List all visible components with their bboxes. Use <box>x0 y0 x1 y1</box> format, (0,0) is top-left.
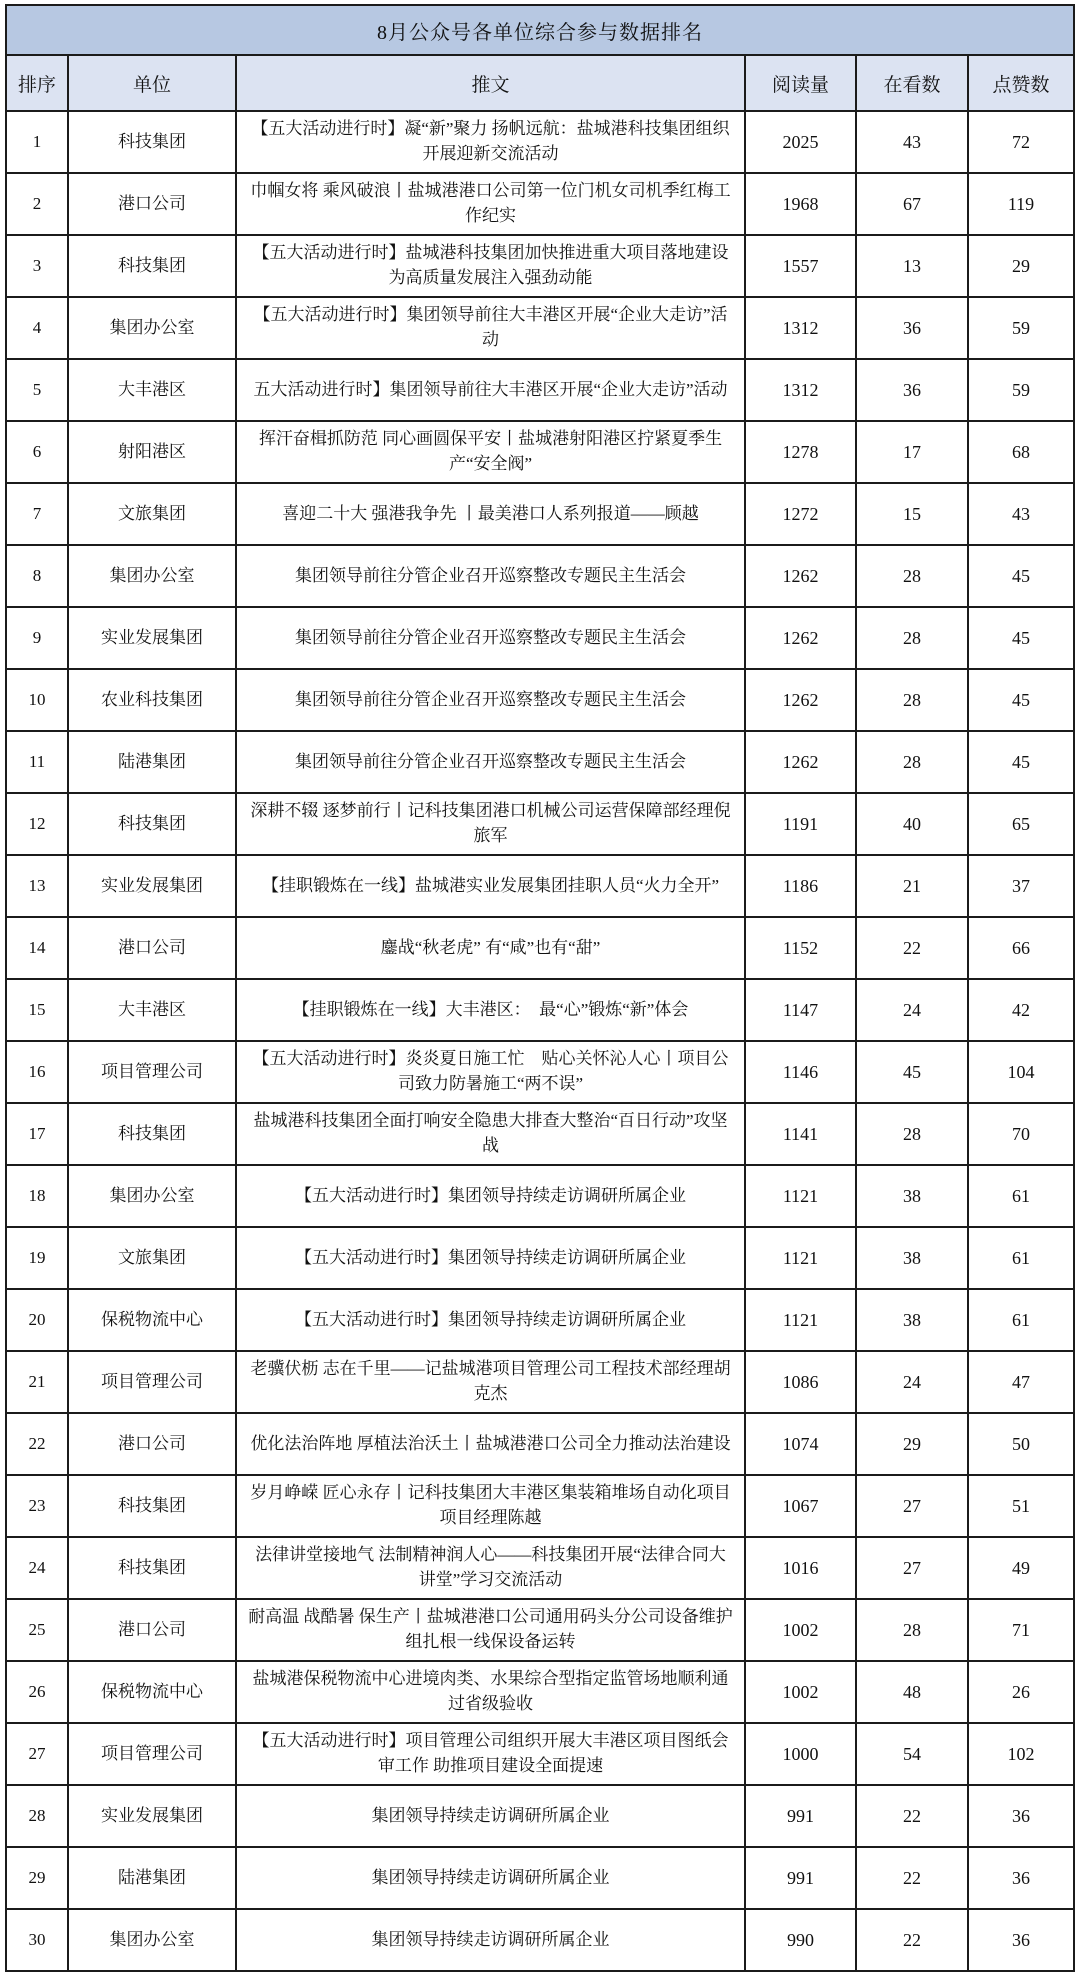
table-row <box>6 1289 1074 1351</box>
unit-cell: 保税物流中心 <box>68 1661 236 1723</box>
rank-cell: 7 <box>6 483 68 545</box>
table-row <box>6 793 1074 855</box>
watch-cell: 38 <box>856 1289 968 1351</box>
unit-cell: 大丰港区 <box>68 359 236 421</box>
article-cell: 深耕不辍 逐梦前行丨记科技集团港口机械公司运营保障部经理倪旅军 <box>236 793 745 855</box>
article-cell: 【挂职锻炼在一线】盐城港实业发展集团挂职人员“火力全开” <box>236 855 745 917</box>
table-row <box>6 1227 1074 1289</box>
watch-cell: 29 <box>856 1413 968 1475</box>
article-cell: 集团领导前往分管企业召开巡察整改专题民主生活会 <box>236 545 745 607</box>
article-cell: 优化法治阵地 厚植法治沃土丨盐城港港口公司全力推动法治建设 <box>236 1413 745 1475</box>
table-row <box>6 855 1074 917</box>
article-cell: 岁月峥嵘 匠心永存丨记科技集团大丰港区集装箱堆场自动化项目项目经理陈越 <box>236 1475 745 1537</box>
table-row <box>6 545 1074 607</box>
reads-cell: 1262 <box>745 731 856 793</box>
article-cell: 集团领导持续走访调研所属企业 <box>236 1785 745 1847</box>
likes-cell: 51 <box>968 1475 1074 1537</box>
table-row <box>6 1661 1074 1723</box>
reads-cell: 1146 <box>745 1041 856 1103</box>
likes-cell: 36 <box>968 1847 1074 1909</box>
watch-cell: 36 <box>856 297 968 359</box>
rank-cell: 19 <box>6 1227 68 1289</box>
table-row <box>6 173 1074 235</box>
likes-cell: 36 <box>968 1785 1074 1847</box>
reads-cell: 1002 <box>745 1599 856 1661</box>
rank-cell: 5 <box>6 359 68 421</box>
unit-cell: 集团办公室 <box>68 1165 236 1227</box>
table-row <box>6 979 1074 1041</box>
likes-cell: 45 <box>968 669 1074 731</box>
reads-cell: 1278 <box>745 421 856 483</box>
article-cell: 【五大活动进行时】炎炎夏日施工忙 贴心关怀沁人心丨项目公司致力防暑施工“两不误” <box>236 1041 745 1103</box>
table-body <box>6 111 1074 1971</box>
likes-cell: 65 <box>968 793 1074 855</box>
reads-cell: 991 <box>745 1785 856 1847</box>
rank-cell: 11 <box>6 731 68 793</box>
article-cell: 集团领导前往分管企业召开巡察整改专题民主生活会 <box>236 607 745 669</box>
table-row <box>6 421 1074 483</box>
unit-cell: 文旅集团 <box>68 483 236 545</box>
reads-cell: 1262 <box>745 607 856 669</box>
table-row <box>6 917 1074 979</box>
rank-cell: 9 <box>6 607 68 669</box>
rank-cell: 26 <box>6 1661 68 1723</box>
watch-cell: 28 <box>856 669 968 731</box>
reads-cell: 1016 <box>745 1537 856 1599</box>
unit-cell: 实业发展集团 <box>68 1785 236 1847</box>
watch-cell: 27 <box>856 1537 968 1599</box>
reads-cell: 1000 <box>745 1723 856 1785</box>
likes-cell: 29 <box>968 235 1074 297</box>
reads-cell: 1262 <box>745 669 856 731</box>
table-row <box>6 1847 1074 1909</box>
rank-cell: 17 <box>6 1103 68 1165</box>
likes-cell: 104 <box>968 1041 1074 1103</box>
unit-cell: 港口公司 <box>68 173 236 235</box>
article-cell: 集团领导持续走访调研所属企业 <box>236 1847 745 1909</box>
rank-cell: 23 <box>6 1475 68 1537</box>
reads-cell: 1121 <box>745 1289 856 1351</box>
reads-cell: 1147 <box>745 979 856 1041</box>
watch-cell: 27 <box>856 1475 968 1537</box>
unit-cell: 项目管理公司 <box>68 1351 236 1413</box>
reads-cell: 1067 <box>745 1475 856 1537</box>
watch-cell: 28 <box>856 1599 968 1661</box>
table-row <box>6 235 1074 297</box>
article-cell: 集团领导持续走访调研所属企业 <box>236 1909 745 1971</box>
table-row <box>6 1723 1074 1785</box>
likes-cell: 61 <box>968 1227 1074 1289</box>
likes-cell: 45 <box>968 731 1074 793</box>
likes-cell: 72 <box>968 111 1074 173</box>
watch-cell: 24 <box>856 1351 968 1413</box>
table-row <box>6 1785 1074 1847</box>
article-cell: 耐高温 战酷暑 保生产丨盐城港港口公司通用码头分公司设备维护组扎根一线保设备运转 <box>236 1599 745 1661</box>
rank-cell: 4 <box>6 297 68 359</box>
reads-cell: 1186 <box>745 855 856 917</box>
reads-cell: 1191 <box>745 793 856 855</box>
reads-cell: 1074 <box>745 1413 856 1475</box>
unit-cell: 科技集团 <box>68 793 236 855</box>
reads-cell: 990 <box>745 1909 856 1971</box>
article-cell: 老骥伏枥 志在千里——记盐城港项目管理公司工程技术部经理胡克杰 <box>236 1351 745 1413</box>
table-row <box>6 1351 1074 1413</box>
reads-cell: 1262 <box>745 545 856 607</box>
unit-cell: 文旅集团 <box>68 1227 236 1289</box>
table-row <box>6 1165 1074 1227</box>
table-row <box>6 359 1074 421</box>
watch-cell: 22 <box>856 917 968 979</box>
article-cell: 挥汗奋楫抓防范 同心画圆保平安丨盐城港射阳港区拧紧夏季生产“安全阀” <box>236 421 745 483</box>
watch-cell: 17 <box>856 421 968 483</box>
unit-cell: 实业发展集团 <box>68 855 236 917</box>
likes-cell: 47 <box>968 1351 1074 1413</box>
table-row <box>6 1599 1074 1661</box>
likes-cell: 49 <box>968 1537 1074 1599</box>
watch-cell: 28 <box>856 731 968 793</box>
table-row <box>6 1413 1074 1475</box>
watch-cell: 28 <box>856 545 968 607</box>
article-cell: 【五大活动进行时】集团领导持续走访调研所属企业 <box>236 1289 745 1351</box>
unit-cell: 集团办公室 <box>68 545 236 607</box>
reads-cell: 1086 <box>745 1351 856 1413</box>
article-cell: 鏖战“秋老虎” 有“咸”也有“甜” <box>236 917 745 979</box>
article-cell: 【五大活动进行时】凝“新”聚力 扬帆远航：盐城港科技集团组织开展迎新交流活动 <box>236 111 745 173</box>
ranking-table <box>5 4 1075 1972</box>
article-cell: 【五大活动进行时】集团领导前往大丰港区开展“企业大走访”活动 <box>236 297 745 359</box>
rank-cell: 22 <box>6 1413 68 1475</box>
col-header-watch: 在看数 <box>856 55 968 111</box>
table-row <box>6 1909 1074 1971</box>
likes-cell: 45 <box>968 545 1074 607</box>
watch-cell: 22 <box>856 1847 968 1909</box>
table-row <box>6 1041 1074 1103</box>
unit-cell: 陆港集团 <box>68 731 236 793</box>
unit-cell: 集团办公室 <box>68 297 236 359</box>
likes-cell: 43 <box>968 483 1074 545</box>
table-row <box>6 607 1074 669</box>
rank-cell: 29 <box>6 1847 68 1909</box>
reads-cell: 991 <box>745 1847 856 1909</box>
watch-cell: 24 <box>856 979 968 1041</box>
article-cell: 【五大活动进行时】集团领导持续走访调研所属企业 <box>236 1165 745 1227</box>
reads-cell: 1968 <box>745 173 856 235</box>
table-row <box>6 1537 1074 1599</box>
unit-cell: 项目管理公司 <box>68 1041 236 1103</box>
reads-cell: 1557 <box>745 235 856 297</box>
article-cell: 【挂职锻炼在一线】大丰港区： 最“心”锻炼“新”体会 <box>236 979 745 1041</box>
unit-cell: 农业科技集团 <box>68 669 236 731</box>
likes-cell: 50 <box>968 1413 1074 1475</box>
table-row <box>6 111 1074 173</box>
table-row <box>6 731 1074 793</box>
rank-cell: 10 <box>6 669 68 731</box>
article-cell: 喜迎二十大 强港我争先 丨最美港口人系列报道——顾越 <box>236 483 745 545</box>
watch-cell: 22 <box>856 1785 968 1847</box>
likes-cell: 45 <box>968 607 1074 669</box>
unit-cell: 科技集团 <box>68 1475 236 1537</box>
article-cell: 法律讲堂接地气 法制精神润人心——科技集团开展“法律合同大讲堂”学习交流活动 <box>236 1537 745 1599</box>
col-header-article: 推文 <box>236 55 745 111</box>
likes-cell: 66 <box>968 917 1074 979</box>
rank-cell: 2 <box>6 173 68 235</box>
reads-cell: 1121 <box>745 1165 856 1227</box>
unit-cell: 实业发展集团 <box>68 607 236 669</box>
rank-cell: 13 <box>6 855 68 917</box>
rank-cell: 14 <box>6 917 68 979</box>
unit-cell: 港口公司 <box>68 917 236 979</box>
likes-cell: 36 <box>968 1909 1074 1971</box>
reads-cell: 1312 <box>745 359 856 421</box>
rank-cell: 27 <box>6 1723 68 1785</box>
unit-cell: 项目管理公司 <box>68 1723 236 1785</box>
watch-cell: 43 <box>856 111 968 173</box>
likes-cell: 61 <box>968 1289 1074 1351</box>
watch-cell: 40 <box>856 793 968 855</box>
rank-cell: 25 <box>6 1599 68 1661</box>
watch-cell: 38 <box>856 1165 968 1227</box>
watch-cell: 28 <box>856 1103 968 1165</box>
unit-cell: 保税物流中心 <box>68 1289 236 1351</box>
col-header-likes: 点赞数 <box>968 55 1074 111</box>
unit-cell: 港口公司 <box>68 1413 236 1475</box>
unit-cell: 科技集团 <box>68 111 236 173</box>
column-header-row <box>6 55 1074 111</box>
rank-cell: 8 <box>6 545 68 607</box>
rank-cell: 1 <box>6 111 68 173</box>
article-cell: 【五大活动进行时】盐城港科技集团加快推进重大项目落地建设为高质量发展注入强劲动能 <box>236 235 745 297</box>
title-row <box>6 5 1074 55</box>
table-row <box>6 297 1074 359</box>
table-title: 8月公众号各单位综合参与数据排名 <box>6 5 1074 55</box>
reads-cell: 1312 <box>745 297 856 359</box>
likes-cell: 59 <box>968 359 1074 421</box>
unit-cell: 港口公司 <box>68 1599 236 1661</box>
reads-cell: 1141 <box>745 1103 856 1165</box>
table-row <box>6 669 1074 731</box>
article-cell: 盐城港保税物流中心进境肉类、水果综合型指定监管场地顺利通过省级验收 <box>236 1661 745 1723</box>
unit-cell: 射阳港区 <box>68 421 236 483</box>
watch-cell: 15 <box>856 483 968 545</box>
rank-cell: 16 <box>6 1041 68 1103</box>
rank-cell: 18 <box>6 1165 68 1227</box>
likes-cell: 42 <box>968 979 1074 1041</box>
watch-cell: 54 <box>856 1723 968 1785</box>
reads-cell: 1152 <box>745 917 856 979</box>
article-cell: 五大活动进行时】集团领导前往大丰港区开展“企业大走访”活动 <box>236 359 745 421</box>
likes-cell: 26 <box>968 1661 1074 1723</box>
watch-cell: 28 <box>856 607 968 669</box>
rank-cell: 21 <box>6 1351 68 1413</box>
watch-cell: 45 <box>856 1041 968 1103</box>
watch-cell: 36 <box>856 359 968 421</box>
col-header-reads: 阅读量 <box>745 55 856 111</box>
likes-cell: 37 <box>968 855 1074 917</box>
likes-cell: 70 <box>968 1103 1074 1165</box>
rank-cell: 3 <box>6 235 68 297</box>
table-row <box>6 483 1074 545</box>
col-header-unit: 单位 <box>68 55 236 111</box>
article-cell: 盐城港科技集团全面打响安全隐患大排查大整治“百日行动”攻坚战 <box>236 1103 745 1165</box>
likes-cell: 102 <box>968 1723 1074 1785</box>
watch-cell: 48 <box>856 1661 968 1723</box>
likes-cell: 61 <box>968 1165 1074 1227</box>
rank-cell: 24 <box>6 1537 68 1599</box>
rank-cell: 28 <box>6 1785 68 1847</box>
watch-cell: 22 <box>856 1909 968 1971</box>
likes-cell: 68 <box>968 421 1074 483</box>
rank-cell: 6 <box>6 421 68 483</box>
article-cell: 巾帼女将 乘风破浪丨盐城港港口公司第一位门机女司机季红梅工作纪实 <box>236 173 745 235</box>
unit-cell: 科技集团 <box>68 1537 236 1599</box>
watch-cell: 13 <box>856 235 968 297</box>
table-row <box>6 1103 1074 1165</box>
unit-cell: 集团办公室 <box>68 1909 236 1971</box>
rank-cell: 30 <box>6 1909 68 1971</box>
rank-cell: 20 <box>6 1289 68 1351</box>
unit-cell: 大丰港区 <box>68 979 236 1041</box>
rank-cell: 15 <box>6 979 68 1041</box>
unit-cell: 科技集团 <box>68 235 236 297</box>
likes-cell: 71 <box>968 1599 1074 1661</box>
watch-cell: 38 <box>856 1227 968 1289</box>
article-cell: 集团领导前往分管企业召开巡察整改专题民主生活会 <box>236 669 745 731</box>
col-header-rank: 排序 <box>6 55 68 111</box>
watch-cell: 21 <box>856 855 968 917</box>
reads-cell: 2025 <box>745 111 856 173</box>
rank-cell: 12 <box>6 793 68 855</box>
unit-cell: 科技集团 <box>68 1103 236 1165</box>
article-cell: 集团领导前往分管企业召开巡察整改专题民主生活会 <box>236 731 745 793</box>
article-cell: 【五大活动进行时】项目管理公司组织开展大丰港区项目图纸会审工作 助推项目建设全面提速 <box>236 1723 745 1785</box>
likes-cell: 119 <box>968 173 1074 235</box>
unit-cell: 陆港集团 <box>68 1847 236 1909</box>
reads-cell: 1002 <box>745 1661 856 1723</box>
reads-cell: 1272 <box>745 483 856 545</box>
likes-cell: 59 <box>968 297 1074 359</box>
watch-cell: 67 <box>856 173 968 235</box>
reads-cell: 1121 <box>745 1227 856 1289</box>
table-row <box>6 1475 1074 1537</box>
article-cell: 【五大活动进行时】集团领导持续走访调研所属企业 <box>236 1227 745 1289</box>
